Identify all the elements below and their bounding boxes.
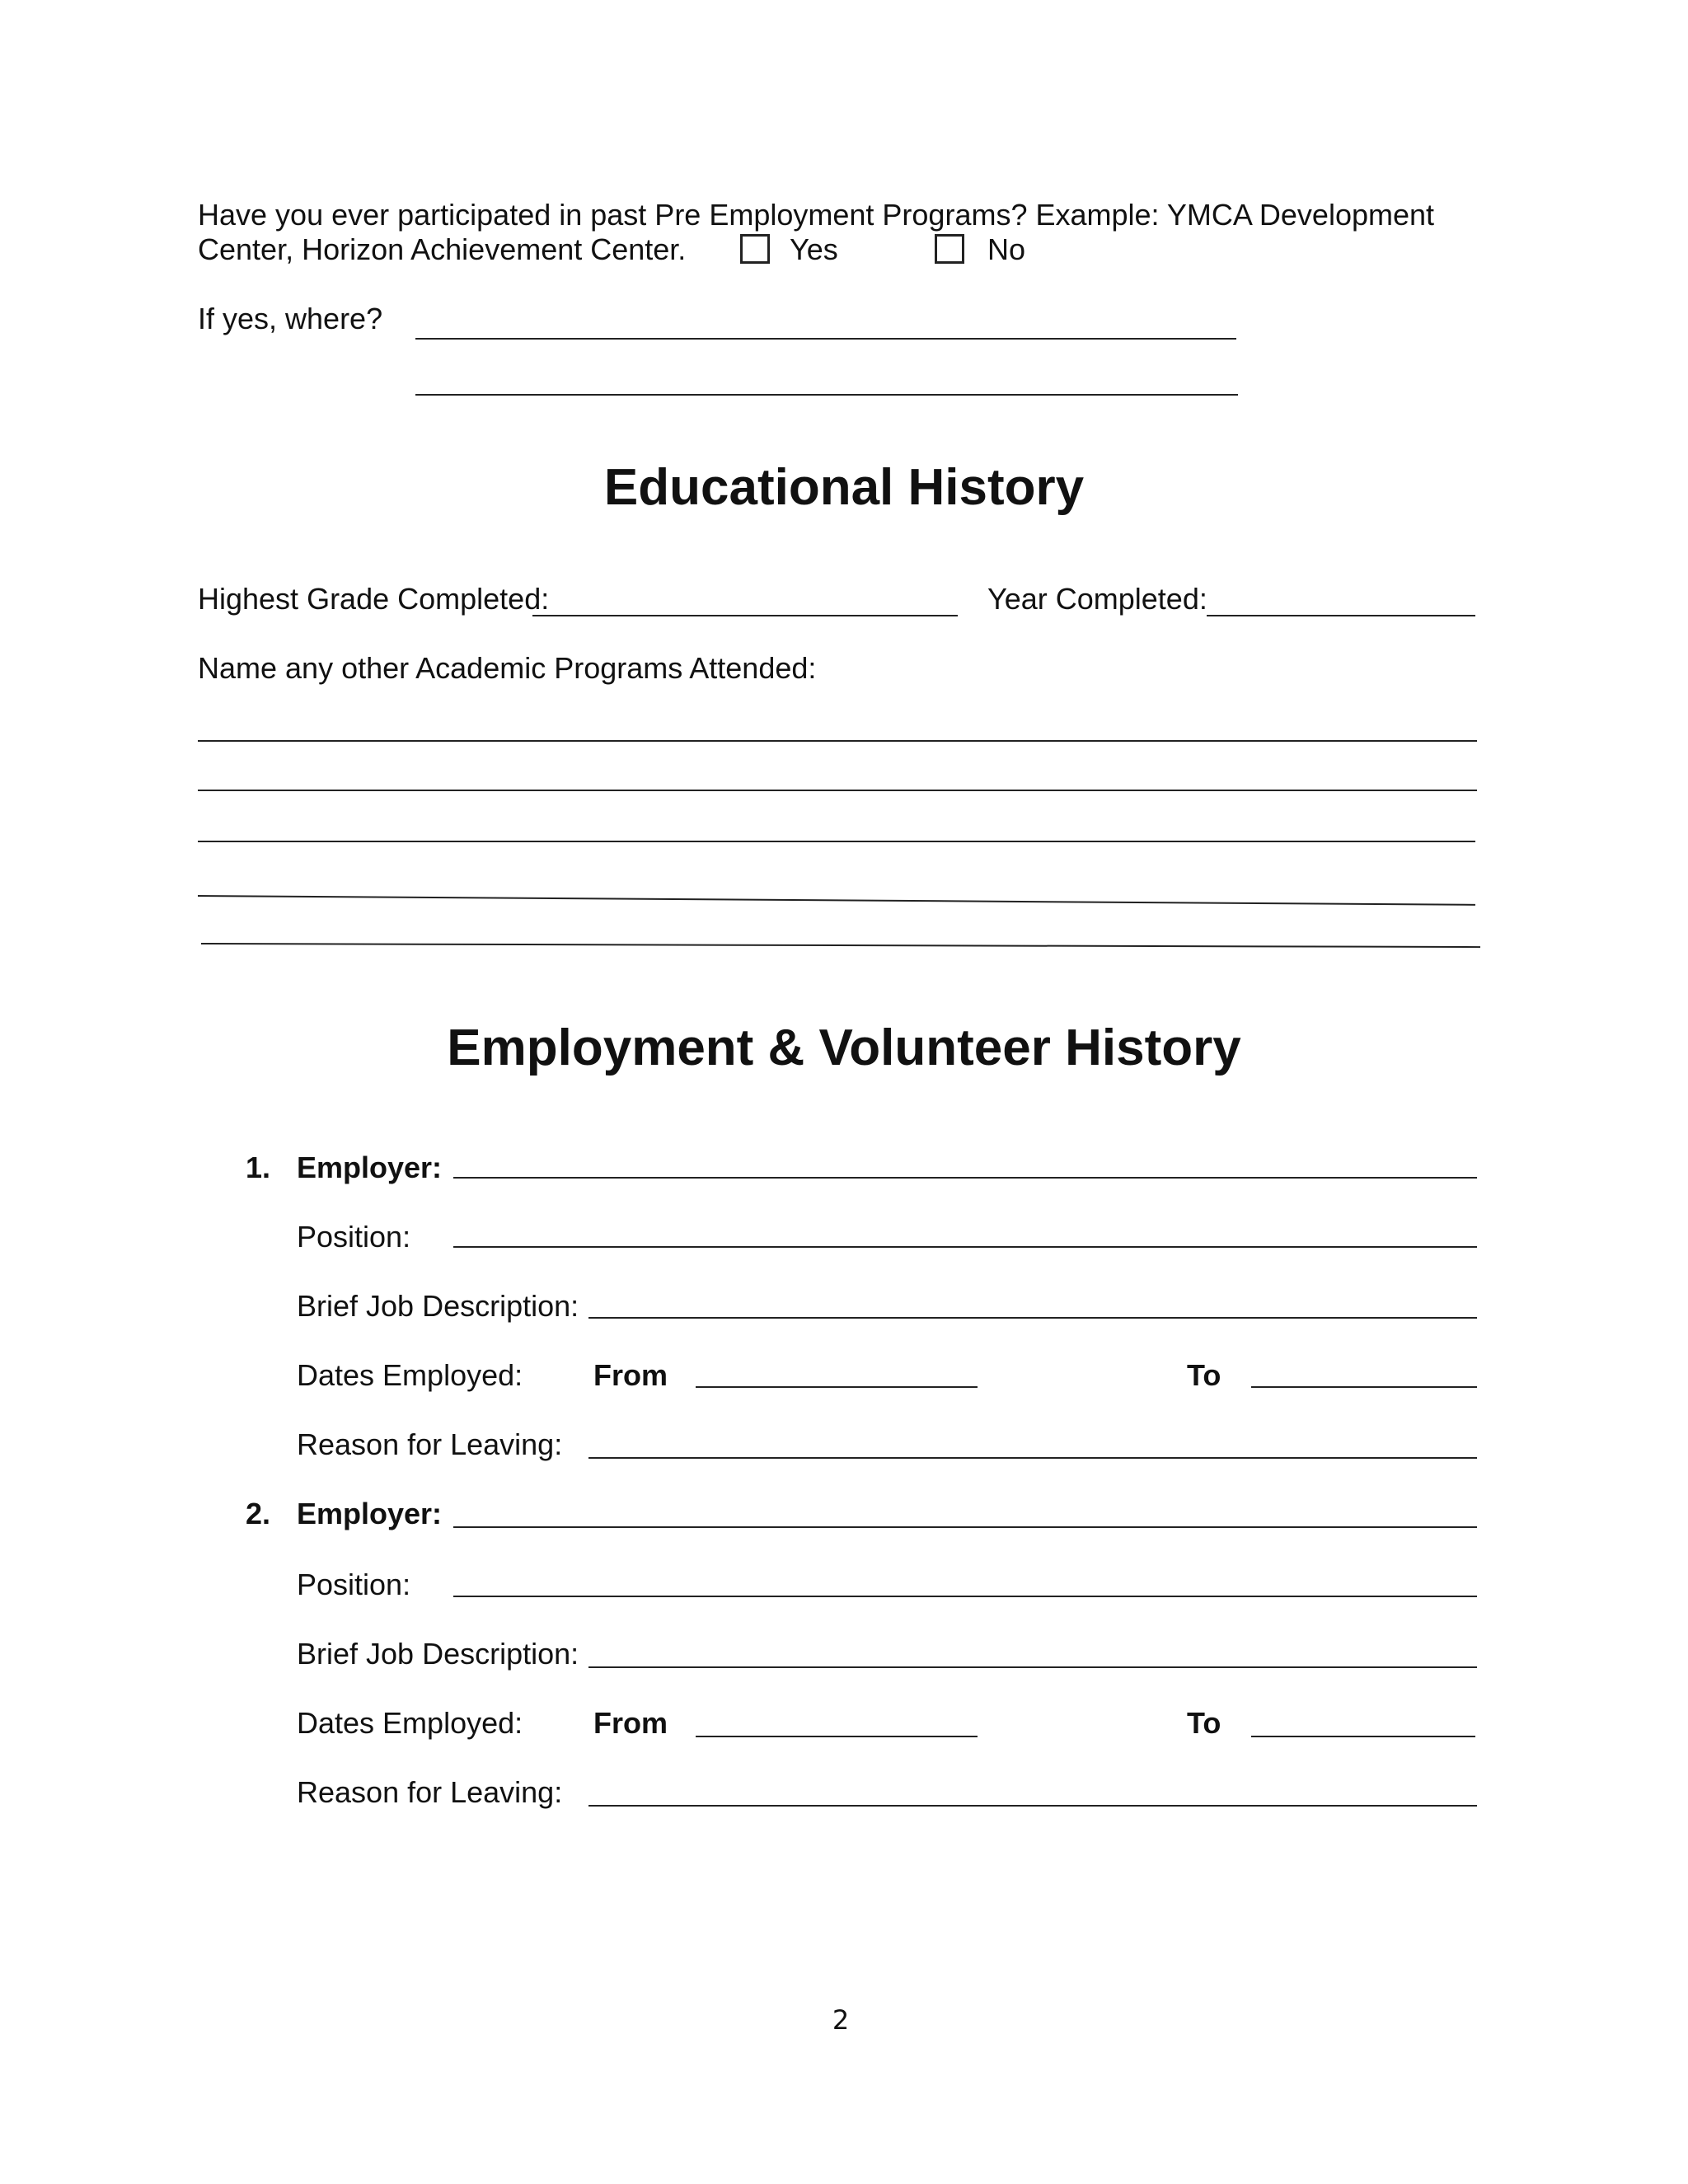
other-programs-label: Name any other Academic Programs Attended:	[198, 651, 817, 685]
page-number: 2	[832, 2004, 850, 2036]
entry-1-position-field[interactable]	[453, 1246, 1477, 1248]
pre-employment-question-line2: Center, Horizon Achievement Center.	[198, 232, 687, 266]
entry-2-reason-field[interactable]	[588, 1805, 1477, 1807]
educational-history-heading: Educational History	[603, 459, 1085, 516]
no-label: No	[987, 232, 1026, 266]
entry-1-reason-field[interactable]	[588, 1457, 1477, 1459]
if-yes-where-field-line1[interactable]	[415, 338, 1236, 340]
entry-1-employer-label: Employer:	[297, 1151, 443, 1184]
entry-2-from-label: From	[593, 1706, 668, 1740]
entry-2-to-label: To	[1187, 1706, 1221, 1740]
year-completed-field[interactable]	[1207, 615, 1475, 616]
entry-1-description-label: Brief Job Description:	[297, 1289, 579, 1323]
entry-1-from-label: From	[593, 1358, 668, 1392]
entry-2-employer-field[interactable]	[453, 1526, 1477, 1528]
entry-1-to-label: To	[1187, 1358, 1221, 1392]
entry-2-from-field[interactable]	[696, 1736, 978, 1737]
entry-2-position-field[interactable]	[453, 1596, 1477, 1597]
entry-1-number: 1.	[246, 1151, 271, 1184]
entry-1-employer-field[interactable]	[453, 1177, 1477, 1179]
pre-employment-question-line1: Have you ever participated in past Pre Employment Programs? Example: YMCA Development	[198, 198, 1435, 232]
entry-1-to-field[interactable]	[1251, 1386, 1477, 1388]
entry-1-reason-label: Reason for Leaving:	[297, 1427, 563, 1461]
entry-2-description-field[interactable]	[588, 1666, 1477, 1668]
entry-2-employer-label: Employer:	[297, 1497, 443, 1530]
other-programs-field-line3[interactable]	[198, 841, 1475, 842]
other-programs-field-line5[interactable]	[201, 943, 1480, 948]
entry-1-dates-label: Dates Employed:	[297, 1358, 523, 1392]
entry-2-position-label: Position:	[297, 1568, 411, 1601]
highest-grade-field[interactable]	[532, 615, 958, 616]
other-programs-field-line1[interactable]	[198, 740, 1477, 742]
other-programs-field-line4[interactable]	[198, 895, 1475, 906]
no-checkbox[interactable]	[935, 234, 964, 264]
year-completed-label: Year Completed:	[987, 582, 1207, 616]
entry-1-description-field[interactable]	[588, 1317, 1477, 1319]
highest-grade-label: Highest Grade Completed:	[198, 582, 550, 616]
entry-2-to-field[interactable]	[1251, 1736, 1475, 1737]
other-programs-field-line2[interactable]	[198, 790, 1477, 791]
employment-history-heading: Employment & Volunteer History	[447, 1019, 1241, 1076]
if-yes-where-field-line2[interactable]	[415, 394, 1238, 396]
entry-1-from-field[interactable]	[696, 1386, 978, 1388]
entry-1-position-label: Position:	[297, 1220, 411, 1254]
entry-2-number: 2.	[246, 1497, 271, 1530]
yes-checkbox[interactable]	[740, 234, 770, 264]
entry-2-dates-label: Dates Employed:	[297, 1706, 523, 1740]
yes-label: Yes	[790, 232, 838, 266]
if-yes-where-label: If yes, where?	[198, 302, 383, 335]
entry-2-description-label: Brief Job Description:	[297, 1637, 579, 1671]
entry-2-reason-label: Reason for Leaving:	[297, 1775, 563, 1809]
